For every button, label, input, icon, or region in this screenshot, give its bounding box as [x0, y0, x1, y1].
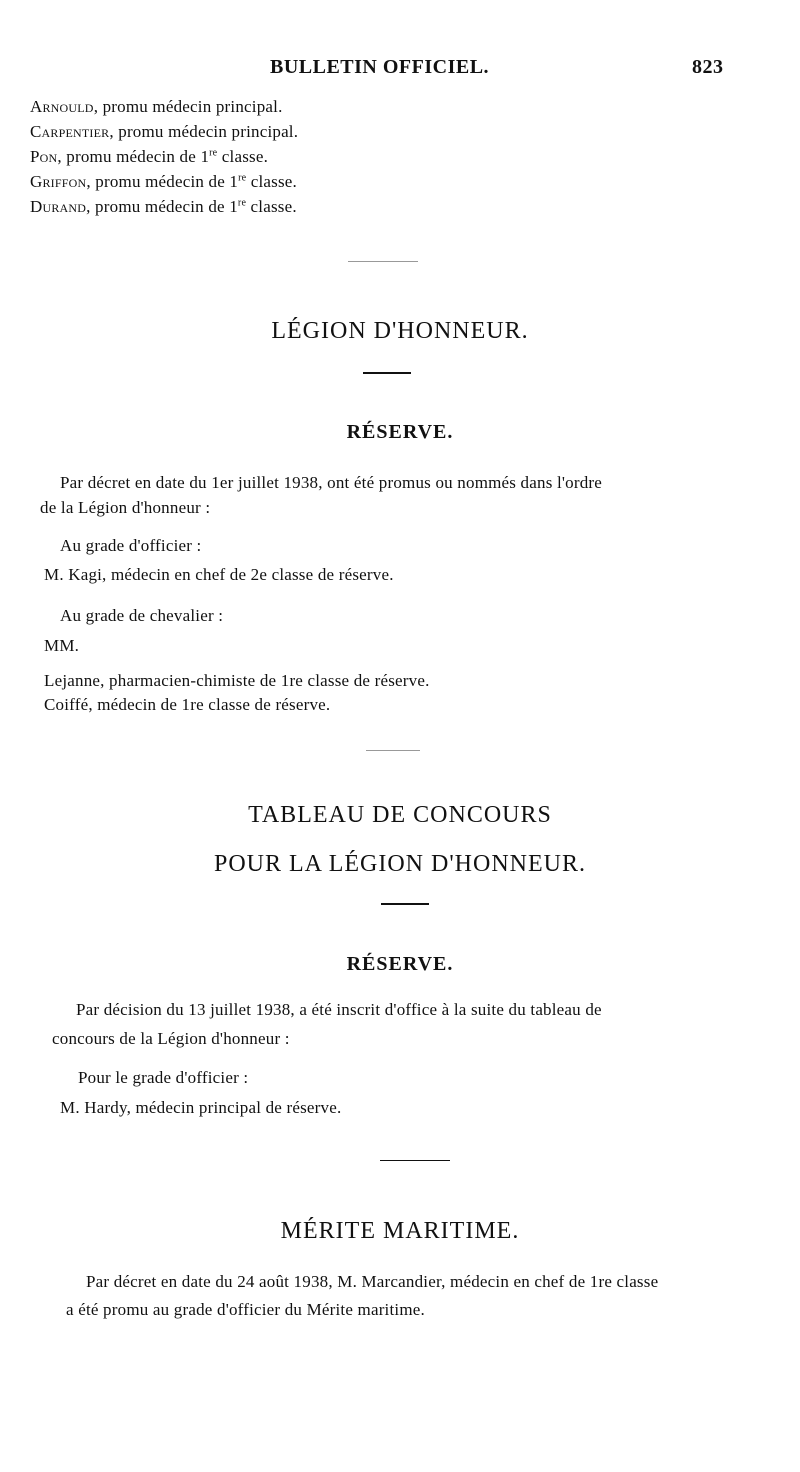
promotion-entry: Carpentier, promu médecin principal.: [30, 122, 299, 141]
tableau-grade-label: Pour le grade d'officier :: [78, 1068, 249, 1087]
tableau-intro: Par décision du 13 juillet 1938, a été inscrit d'office à la suite du tableau de: [76, 1000, 602, 1019]
merite-text: Par décret en date du 24 août 1938, M. Marcandier, médecin en chef de 1re classe: [86, 1272, 659, 1291]
tableau-intro-continued: concours de la Légion d'honneur :: [52, 1029, 290, 1048]
section-divider: [366, 750, 420, 751]
knight-entry: Lejanne, pharmacien-chimiste de 1re classe de réserve.: [44, 671, 430, 690]
section-divider: [380, 1160, 450, 1161]
section-title-legion: LÉGION D'HONNEUR.: [271, 318, 529, 344]
promotion-entry: Durand, promu médecin de 1re classe.: [30, 197, 297, 216]
section-subtitle-reserve: RÉSERVE.: [346, 953, 454, 975]
section-title-merite: MÉRITE MARITIME.: [280, 1218, 520, 1244]
section-title-tableau: TABLEAU DE CONCOURS: [248, 802, 552, 828]
tableau-entry: M. Hardy, médecin principal de réserve.: [60, 1098, 342, 1117]
legion-intro-continued: de la Légion d'honneur :: [40, 498, 211, 517]
officer-entry: M. Kagi, médecin en chef de 2e classe de réserve.: [44, 565, 394, 584]
section-divider: [348, 261, 418, 262]
promotion-entry: Pon, promu médecin de 1re classe.: [30, 147, 269, 166]
section-title-tableau-line2: POUR LA LÉGION D'HONNEUR.: [214, 851, 586, 877]
title-rule: [363, 372, 411, 374]
promotion-entry: Griffon, promu médecin de 1re classe.: [30, 172, 297, 191]
officer-grade-label: Au grade d'officier :: [60, 536, 202, 555]
knight-grade-label: Au grade de chevalier :: [60, 606, 224, 625]
promotion-entry: Arnould, promu médecin principal.: [30, 97, 283, 116]
title-rule: [381, 903, 429, 905]
page-number: 823: [692, 56, 724, 78]
legion-intro: Par décret en date du 1er juillet 1938, ont été promus ou nommés dans l'ordre: [60, 473, 603, 492]
running-title: BULLETIN OFFICIEL.: [270, 56, 490, 78]
knight-mm: MM.: [44, 636, 80, 655]
section-subtitle-reserve: RÉSERVE.: [346, 421, 454, 443]
knight-entry: Coiffé, médecin de 1re classe de réserve.: [44, 695, 331, 714]
merite-text-continued: a été promu au grade d'officier du Mérite maritime.: [66, 1300, 425, 1319]
